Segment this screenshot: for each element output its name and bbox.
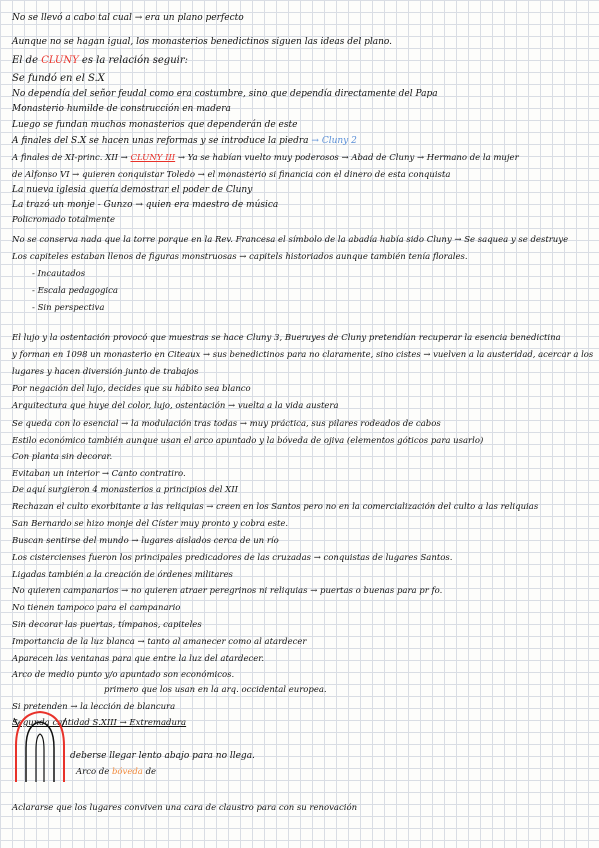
note-text: → Ya se habían vuelto muy poderosos → Abad de Cluny → Hermano de la mujer <box>175 153 519 163</box>
note-line: San Bernardo se hizo monje del Císter muy pronto y cobra este. <box>12 519 289 529</box>
note-line: No tienen tampoco para el campanario <box>12 603 181 613</box>
note-line: lugares y hacen diversión junto de trabajos <box>12 367 199 377</box>
note-text: A finales del S.X se hacen unas reformas y se introduce la piedra <box>12 136 312 146</box>
bullet-item: - Escala pedagogica <box>32 286 118 296</box>
note-subline: primero que los usan en la arq. occidental europea. <box>104 685 327 695</box>
note-line: Importancia de la luz blanca → tanto al amanecer como al atardecer <box>12 637 307 647</box>
note-line: Si pretenden → la lección de blancura <box>12 702 176 712</box>
note-line: El lujo y la ostentación provocó que muestras se hace Cluny 3, Bueruyes de Cluny pretendían recuperar la esencia benedictina <box>12 333 561 343</box>
note-line: Se queda con lo esencial → la modulación tras todas → muy práctica, sus pilares rodeados de cabos <box>12 419 441 429</box>
note-line: Aunque no se hagan igual, los monasterios benedictinos siguen las ideas del plano. <box>12 37 392 47</box>
note-line: No se conserva nada que la torre porque en la Rev. Francesa el símbolo de la abadía había sido Cluny → Se saquea y se destruye <box>12 235 569 245</box>
sketch-caption <box>76 768 156 777</box>
note-line: La trazó un monje - Gunzo → quien era maestro de música <box>12 200 279 210</box>
note-line: Aclararse que los lugares conviven una cara de claustro para con su renovación <box>12 803 358 813</box>
note-line: No se llevó a cabo tal cual → era un plano perfecto <box>12 13 244 23</box>
note-text: Arco de <box>76 767 112 777</box>
note-line <box>12 137 357 146</box>
note-line: Rechazan el culto exorbitante a las reliquias → creen en los Santos pero no en la comercialización del culto a las reliquias <box>12 502 539 512</box>
note-line: Segunda cantidad S.XIII → Extremadura <box>12 718 187 728</box>
note-line: No dependía del señor feudal como era costumbre, sino que dependía directamente del Papa <box>12 89 438 99</box>
arch-sketch-icon <box>10 706 70 786</box>
note-line: Sin decorar las puertas, tímpanos, capiteles <box>12 620 202 630</box>
note-line <box>12 154 519 163</box>
note-line: Los capiteles estaban llenos de figuras monstruosas → capitels historiados aunque también tenía florales. <box>12 252 468 262</box>
note-line: No quieren campanarios → no quieren atraer peregrinos ni reliquias → puertas o buenas para pr fo. <box>12 586 443 596</box>
note-text: es la relación seguir: <box>78 55 189 66</box>
note-line: Con planta sin decorar. <box>12 452 113 462</box>
note-text: El de <box>12 55 42 66</box>
note-line: Los cistercienses fueron los principales predicadores de las cruzadas → conquistas de lugares Santos. <box>12 553 453 563</box>
highlight-cluny2: → Cluny 2 <box>311 136 357 146</box>
note-line: Luego se fundan muchos monasterios que dependerán de este <box>12 120 298 130</box>
note-line: De aquí surgieron 4 monasterios a principios del XII <box>12 485 238 495</box>
highlight-cluny: CLUNY <box>41 55 79 66</box>
note-text: A finales de XI-princ. XII → <box>12 153 131 163</box>
note-line: Se fundó en el S.X <box>12 73 105 84</box>
sketch-caption: deberse llegar lento abajo para no llega. <box>70 751 255 761</box>
bullet-item: - Sin perspectiva <box>32 303 105 313</box>
bullet-item: - Incautados <box>32 269 86 279</box>
note-line: Por negación del lujo, decides que su hábito sea blanco <box>12 384 251 394</box>
note-line: Aparecen las ventanas para que entre la luz del atardecer. <box>12 654 265 664</box>
note-line: Monasterio humilde de construcción en madera <box>12 104 231 114</box>
highlight-boveda: bóveda <box>111 767 143 777</box>
highlight-cluny3: CLUNY III <box>130 153 176 163</box>
note-line: Arco de medio punto y/o apuntado son económicos. <box>12 670 235 680</box>
note-line: y forman en 1098 un monasterio en Citeaux → sus benedictinos para no claramente, sino cistes → vuelven a la austeridad, acercar a los <box>12 350 594 360</box>
note-line: Ligadas también a la creación de órdenes militares <box>12 570 233 580</box>
note-line: Arquitectura que huye del color, lujo, ostentación → vuelta a la vida austera <box>12 401 339 411</box>
note-line: Estilo económico también aunque usan el arco apuntado y la bóveda de ojiva (elementos góticos para usarlo) <box>12 436 484 446</box>
note-line: Policromado totalmente <box>12 215 116 225</box>
note-line <box>12 56 188 66</box>
note-line: de Alfonso VI → quieren conquistar Toledo → el monasterio si financia con el dinero de esta conquista <box>12 170 451 180</box>
note-text: de <box>142 767 157 777</box>
note-line: Evitaban un interior → Canto contratiro. <box>12 469 186 479</box>
note-line: Buscan sentirse del mundo → lugares aislados cerca de un río <box>12 536 279 546</box>
note-line: La nueva iglesia quería demostrar el poder de Cluny <box>12 185 253 195</box>
